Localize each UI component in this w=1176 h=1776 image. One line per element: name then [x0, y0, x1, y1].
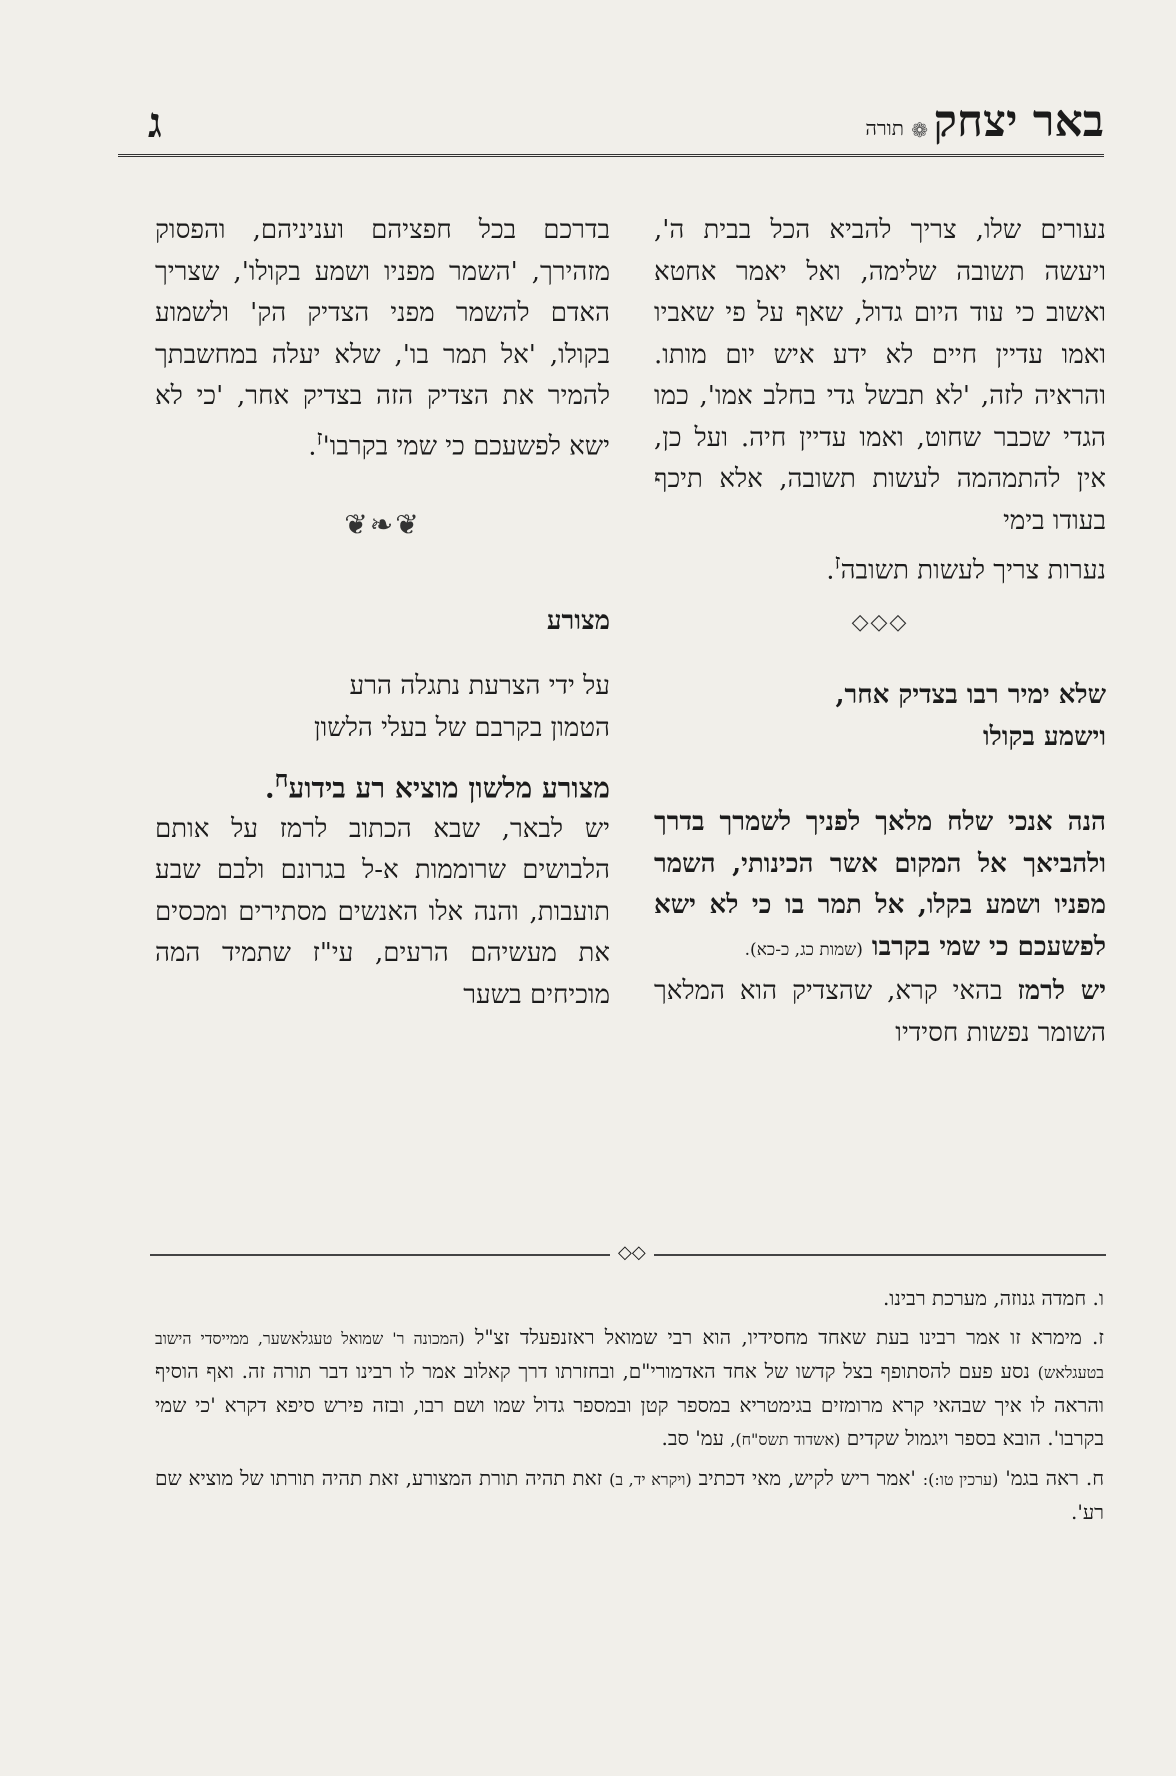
lead-line: מצורע מלשון מוציא רע בידוע$^ח$. — [264, 765, 610, 805]
footnote-2 — [155, 1321, 1104, 1456]
right-paragraph-text: נעורים שלו, צריך להביא הכל בבית ה', ויעשה תשובה שלימה, ואל יאמר אחטא ואשוב כי עוד היום גדול, שאף על פי שאביו ואמו עדיין חיים לא ידע איש יום מותו. והראיה לזה, 'לא תבשל גדי בחלב אמו', כמו הגדי שכבר שחוט, ואמו עדיין חיה. ועל כן, אין להתמהמה לעשות תשובה, אלא תיכף בעודו בימי — [654, 215, 1106, 536]
last-line-text: נערות צריך לעשות תשובה — [840, 555, 1106, 586]
footnote-3 — [155, 1462, 1104, 1529]
ornament-icon: ◇◇◇ — [851, 610, 909, 636]
right-column — [654, 210, 1106, 1054]
section-title: מצורע — [546, 605, 610, 636]
footnote-1: ו. חמדה גנוזה, מערכת רבינו. — [882, 1286, 1104, 1310]
left-column — [155, 210, 610, 1016]
verse-quote — [654, 802, 1106, 971]
page-header — [118, 88, 1104, 168]
footnote-2-start: ז. מימרא זו אמר רבינו בעת שאחד מחסידיו, הוא רבי שמואל ראזנפעלד זצ"ל — [474, 1325, 1104, 1349]
footnotes — [155, 1282, 1104, 1535]
verse-reference: (שמות כג, כ-כא). — [744, 939, 863, 960]
footnote-2-end: עמ' סב. — [661, 1426, 724, 1450]
footnote-2-rest: נסע פעם להסתופף בצל קדשו של אחד האדמורי"ם, ובחזרתו דרך קאלוב אמר לו רבינו דבר תורה זה. ואף הוסיף והראה לו איך שבהאי קרא מרומזים בגימטריא במספר קטן ובמספר גדול שמו ושם רבו, ובזה פירש סיפא דקרא 'כי שמי בקרבו'. הובא בספר ויגמול שקדים — [155, 1359, 1104, 1450]
lead-text: מצורע מלשון מוציא רע בידוע — [288, 771, 610, 805]
section-name: תורה — [865, 116, 904, 140]
right-paragraph — [654, 210, 1106, 592]
page-number: ג — [148, 98, 162, 147]
subsection-heading — [654, 675, 1106, 758]
left-body: יש לבאר, שבא הכתוב לרמז על אותם הלבושים שרוממות א-ל בגרונם ולבם שבע תועבות, והנה אלו האנשים מסתירים ומכסים את מעשיהם הרעים, עי"ז שתמיד המה מוכיחים בשער — [155, 813, 610, 1010]
commentary — [654, 971, 1106, 1054]
header-flourish-icon: ❁ — [911, 118, 928, 142]
footnote-marker[interactable]: ח — [274, 765, 289, 794]
section-subtitle-line1: על ידי הצרעת נתגלה הרע — [349, 671, 610, 702]
left-paragraph: בדרכם בכל חפציהם ועניניהם, והפסוק מזהירך, 'השמר מפניו ושמע בקולו', שצריך האדם להשמר מפני הצדיק הק' ולשמוע בקולו, 'אל תמר בו', שלא יעלה במחשבתך להמיר את הצדיק הזה בצדיק אחר, 'כי לא ישא לפשעכם כי שמי $בקרבו'^ז$. — [155, 215, 610, 462]
header-rule — [118, 154, 1104, 157]
footnote-marker[interactable]: ז — [834, 550, 841, 575]
subsection-heading-line2: וישמע בקולו — [983, 721, 1106, 752]
section-subtitle — [155, 666, 610, 749]
footnote-3-start: ח. ראה בגמ' — [1005, 1466, 1105, 1490]
section-subtitle-line2: הטמון בקרבם של בעלי הלשון — [314, 712, 610, 743]
footnote-3-aside: (ערכין טו:): — [922, 1470, 999, 1489]
subsection-heading-line1: שלא ימיר רבו בצדיק אחר, — [835, 680, 1106, 711]
ornament-icon: ❦❧❦ — [344, 507, 421, 541]
left-paragraph-text: בדרכם בכל חפציהם ועניניהם, והפסוק מזהירך, 'השמר מפניו ושמע בקולו', שצריך האדם להשמר מפני הצדיק הק' ולשמוע בקולו, 'אל תמר בו', שלא יעלה במחשבתך להמיר את הצדיק הזה בצדיק אחר, 'כי לא ישא לפשעכם כי שמי בקרבו' — [155, 215, 610, 462]
commentary-text: בהאי קרא, שהצדיק הוא המלאך השומר נפשות חסידיו — [654, 976, 1106, 1048]
footnote-3-aside2: (ויקרא יד, ב) — [609, 1470, 692, 1489]
commentary-lead: יש לרמז — [1017, 976, 1107, 1007]
verse-text: הנה אנכי שלח מלאך לפניך לשמרך בדרך ולהביאך אל המקום אשר הכינותי, השמר מפניו ושמע בקלו, אל תמר בו כי לא ישא לפשעכם כי שמי בקרבו — [654, 807, 1106, 962]
right-paragraph-last-line: נערות צריך לעשות תשובה$^ז$. — [826, 550, 1106, 586]
footnote-3-mid: 'אמר ריש לקיש, מאי דכתיב — [698, 1466, 916, 1490]
footnote-2-aside2: (אשדוד תשס"ח), — [730, 1430, 841, 1449]
footnote-2-aside: (המכונה ר' שמואל טעגלאשער, ממייסדי הישוב בטעגלאש) — [155, 1329, 1105, 1382]
book-title: באר יצחק — [933, 96, 1104, 147]
footnote-ornament-icon: ◇◇ — [610, 1242, 654, 1263]
footnote-3-end: זאת תהיה תורת המצורע, זאת תהיה תורתו של מוציא שם רע'. — [155, 1466, 1104, 1524]
footnote-marker[interactable]: ז — [316, 425, 323, 451]
